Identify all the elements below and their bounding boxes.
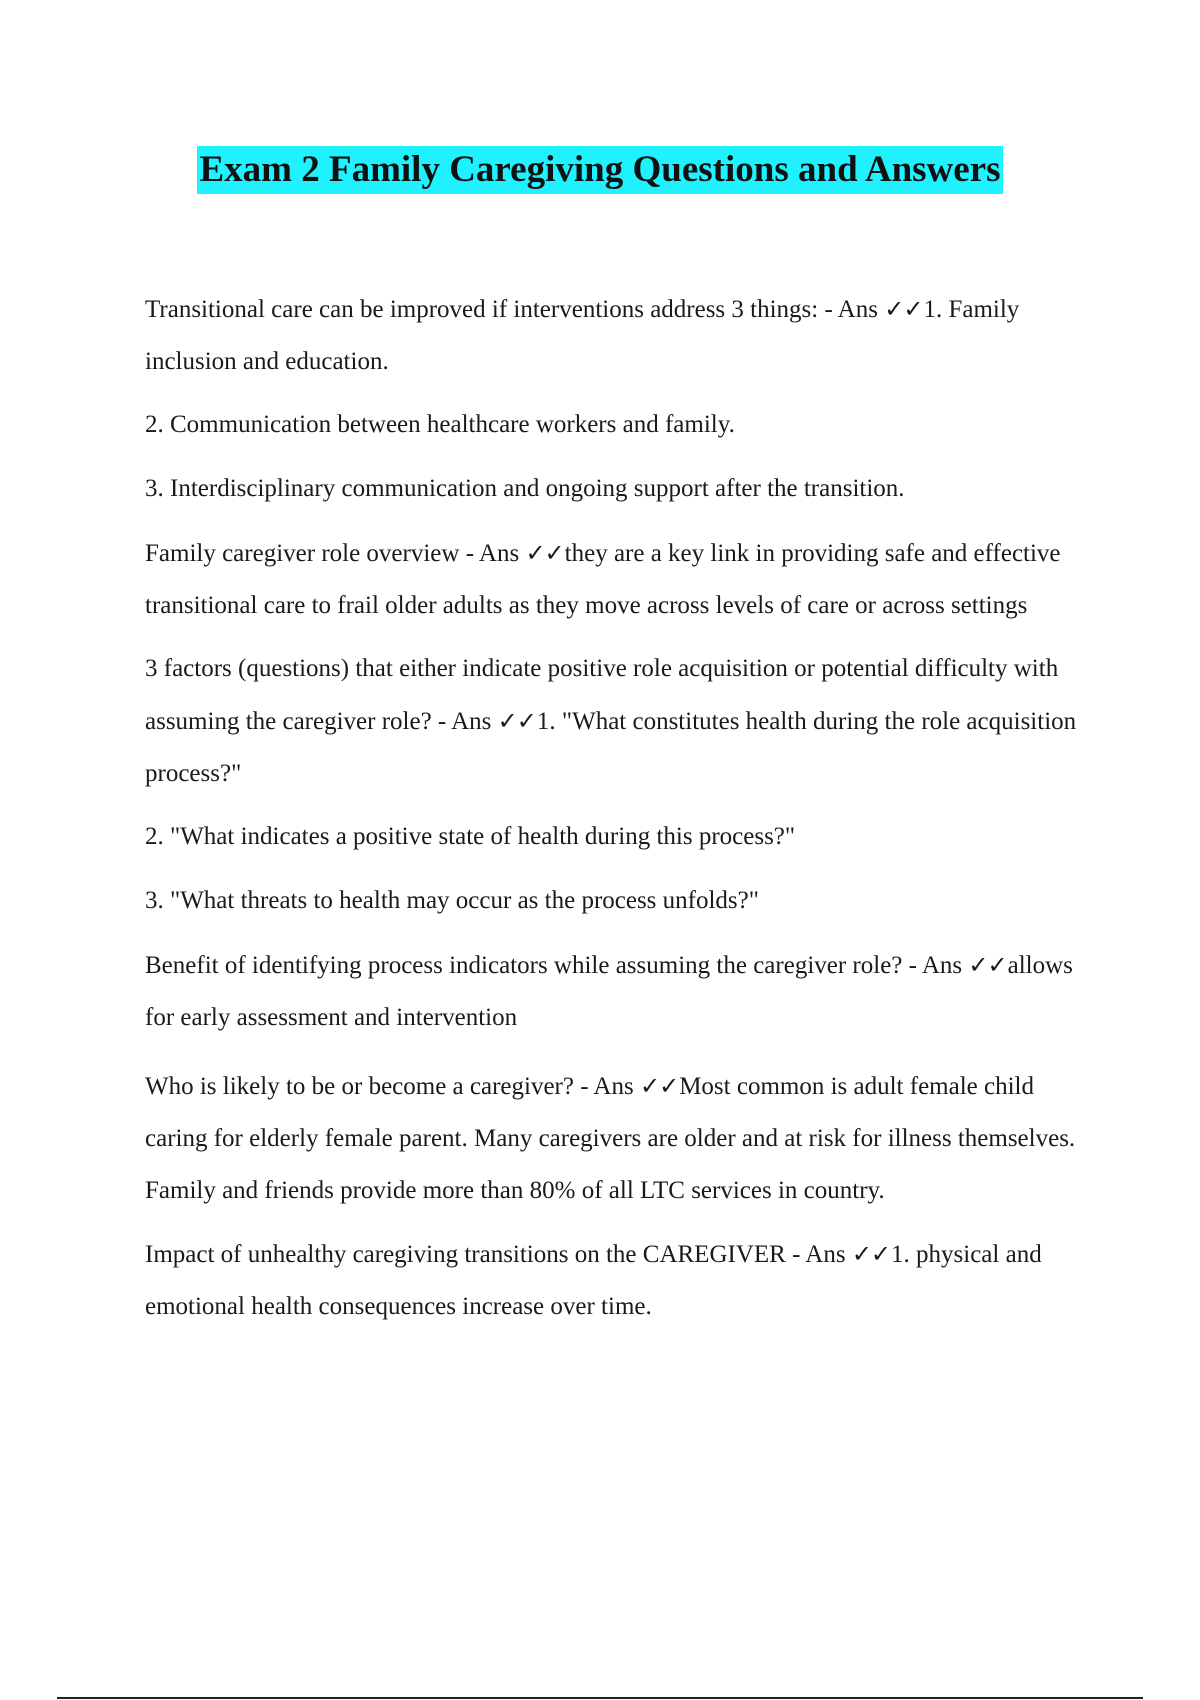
question-text: Family caregiver role overview - Ans (145, 540, 526, 567)
page-title: Exam 2 Family Caregiving Questions and Answers (197, 146, 1002, 194)
qa-entry (145, 1228, 1090, 1333)
question-text: Transitional care can be improved if interventions address 3 things: - Ans (145, 296, 885, 323)
answer-continuation: 3. Interdisciplinary communication and ongoing support after the transition. (145, 475, 905, 502)
double-check-icon: ✓✓ (525, 539, 564, 567)
qa-content (145, 283, 1090, 1344)
double-check-icon: ✓✓ (884, 295, 923, 323)
answer-text: 1. "What constitutes health during the role acquisition process?" (145, 708, 1077, 787)
answer-continuation: 3. "What threats to health may occur as the process unfolds?" (145, 887, 759, 914)
answer-text: allows for early assessment and intervention (145, 952, 1073, 1031)
qa-entry (145, 527, 1090, 632)
double-check-icon: ✓✓ (968, 951, 1007, 979)
double-check-icon: ✓✓ (851, 1240, 891, 1268)
answer-continuation: 2. Communication between healthcare workers and family. (145, 411, 735, 438)
qa-entry (145, 1060, 1090, 1217)
answer-text: they are a key link in providing safe and effective transitional care to frail older adults as they move across levels of care or across settings (145, 540, 1061, 619)
answer-text: 1. physical and emotional health consequences increase over time. (145, 1241, 1042, 1320)
qa-entry (145, 643, 1090, 800)
question-text: 3 factors (questions) that either indicate positive role acquisition or potential difficulty with assuming the caregiver role? - Ans (145, 655, 1059, 735)
question-text: Impact of unhealthy caregiving transitions on the CAREGIVER - Ans (145, 1241, 852, 1268)
double-check-icon: ✓✓ (639, 1072, 679, 1100)
answer-text: Most common is adult female child caring for elderly female parent. Many caregivers are older and at risk for illness themselves. Family and friends provide more than 80% of all LTC services in country. (145, 1073, 1076, 1204)
double-check-icon: ✓✓ (497, 707, 536, 735)
question-text: Who is likely to be or become a caregiver? - Ans (145, 1073, 640, 1100)
answer-text: 1. Family inclusion and education. (145, 296, 1020, 375)
answer-continuation: 2. "What indicates a positive state of health during this process?" (145, 823, 796, 850)
footer-divider (57, 1697, 1143, 1699)
qa-entry (145, 283, 1090, 388)
question-text: Benefit of identifying process indicators while assuming the caregiver role? - Ans (145, 952, 969, 979)
title-container (0, 146, 1200, 194)
qa-entry (145, 939, 1090, 1044)
